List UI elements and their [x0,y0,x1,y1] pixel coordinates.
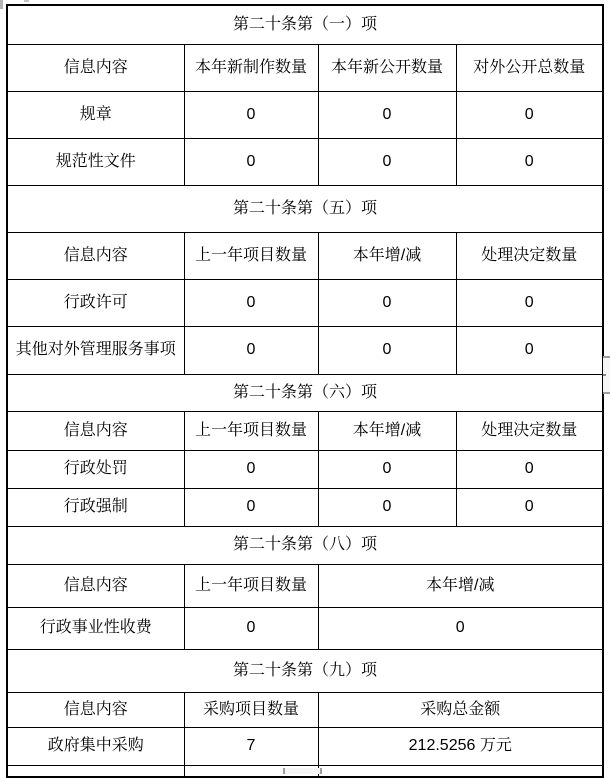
column-header: 上一年项目数量 [184,564,318,607]
section-title: 第二十条第（一）项 [7,5,603,44]
cell-value: 0 [184,607,318,649]
column-header: 本年新制作数量 [184,44,318,91]
cell-value: 0 [184,279,318,326]
cell-value: 0 [184,488,318,526]
column-header: 本年增/减 [318,564,603,607]
section-title: 第二十条第（八）项 [7,526,603,564]
column-header: 信息内容 [7,564,184,607]
cell-value: 0 [456,450,603,488]
section-title: 第二十条第（五）项 [7,185,603,232]
column-header: 对外公开总数量 [456,44,603,91]
cell-value: 0 [318,450,456,488]
cell-value: 0 [456,488,603,526]
cell-value: 0 [184,138,318,185]
column-header: 本年新公开数量 [318,44,456,91]
row-label: 行政事业性收费 [7,607,184,649]
row-label: 行政处罚 [7,450,184,488]
cell-value: 212.5256 万元 [318,727,603,765]
cell-value: 0 [456,326,603,374]
top-edge-tick-artifact [24,0,29,2]
clipped-row-cell [318,765,603,777]
column-header: 处理决定数量 [456,411,603,450]
column-header: 上一年项目数量 [184,411,318,450]
scrollbar-grip-icon [603,374,606,376]
top-left-edge-artifact [0,0,3,9]
cell-value: 0 [456,279,603,326]
section-title: 第二十条第（六）项 [7,374,603,411]
column-header: 信息内容 [7,692,184,727]
cell-value: 0 [318,607,603,649]
row-label: 行政许可 [7,279,184,326]
column-header: 本年增/减 [318,411,456,450]
column-header: 采购项目数量 [184,692,318,727]
column-header: 信息内容 [7,232,184,279]
column-header: 上一年项目数量 [184,232,318,279]
row-label: 规章 [7,91,184,138]
cell-value: 0 [318,326,456,374]
cell-value: 0 [456,138,603,185]
cell-value: 0 [184,91,318,138]
disclosure-report-table [6,4,604,778]
cell-value: 0 [318,488,456,526]
cell-value: 7 [184,727,318,765]
row-label: 政府集中采购 [7,727,184,765]
section-title: 第二十条第（九）项 [7,649,603,692]
cell-value: 0 [318,138,456,185]
clipped-row-cell [7,765,184,777]
row-label: 规范性文件 [7,138,184,185]
horizontal-scrollbar-thumb[interactable] [283,768,322,774]
row-label: 行政强制 [7,488,184,526]
column-header: 处理决定数量 [456,232,603,279]
cell-value: 0 [184,450,318,488]
column-header: 本年增/减 [318,232,456,279]
column-header: 采购总金额 [318,692,603,727]
column-header: 信息内容 [7,44,184,91]
row-label: 其他对外管理服务事项 [7,326,184,374]
cell-value: 0 [318,279,456,326]
cell-value: 0 [318,91,456,138]
column-header: 信息内容 [7,411,184,450]
vertical-scrollbar-thumb[interactable] [603,356,610,394]
cell-value: 0 [184,326,318,374]
cell-value: 0 [456,91,603,138]
